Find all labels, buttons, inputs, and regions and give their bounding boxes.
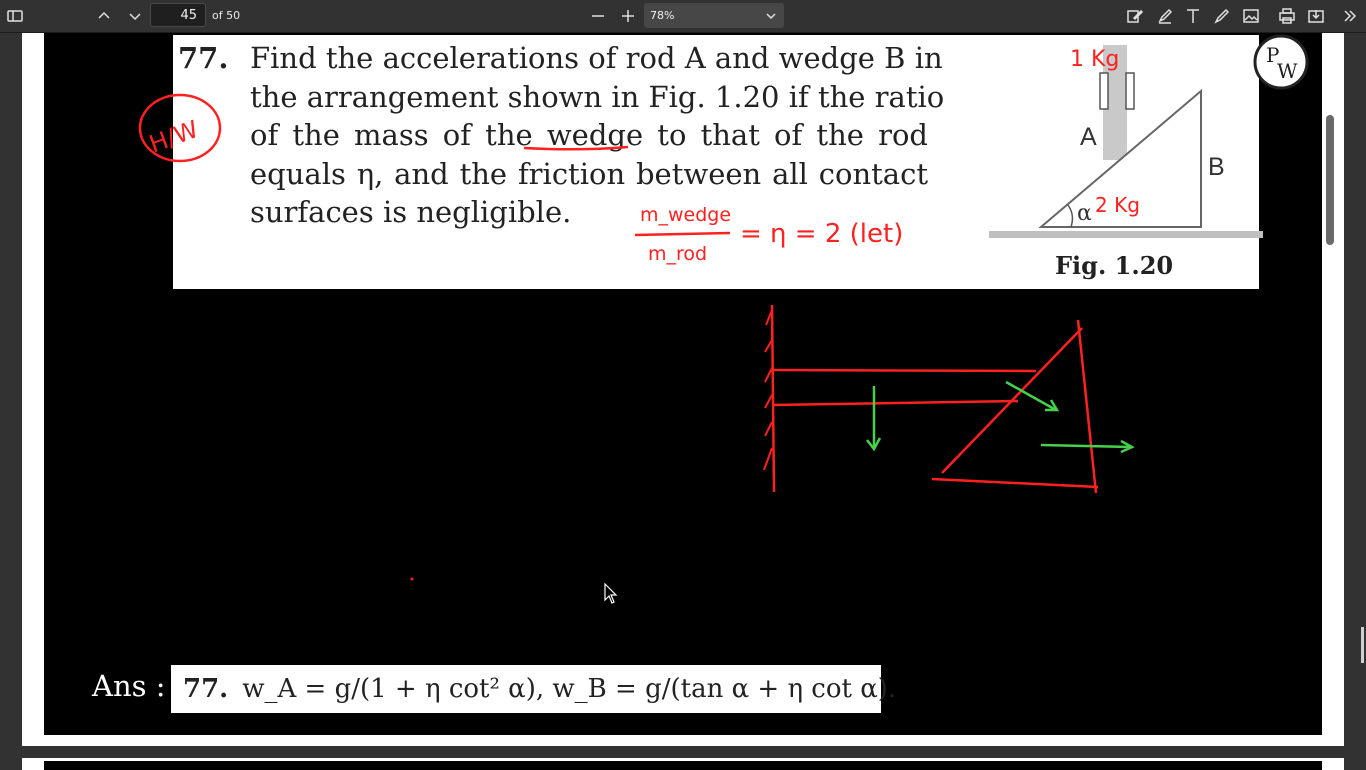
- question-panel: [173, 35, 1259, 289]
- rod-guide-left: [1100, 73, 1108, 109]
- print-icon[interactable]: [1276, 5, 1298, 27]
- scroll-position-marker: [1361, 627, 1364, 663]
- more-tools-icon[interactable]: [1339, 5, 1361, 27]
- floor: [989, 231, 1263, 238]
- pw-logo: [1253, 34, 1309, 90]
- pdf-toolbar: [0, 0, 1366, 33]
- page-number-input[interactable]: [150, 3, 206, 27]
- answer-box: [171, 665, 897, 713]
- slide-content: [44, 33, 1322, 735]
- question-line: Find the accelerations of rod A and wedge B in: [250, 41, 943, 75]
- question-line: equals η, and the friction between all contact: [250, 156, 928, 191]
- label-alpha: α: [1077, 201, 1092, 226]
- hw-label: H/W: [145, 115, 203, 159]
- figure-caption: Fig. 1.20: [1055, 251, 1174, 280]
- sidebar-icon[interactable]: [4, 5, 26, 27]
- chevron-down-icon: [766, 11, 776, 21]
- label-a: A: [1080, 123, 1097, 151]
- page-total: of 50: [212, 9, 241, 22]
- ratio-numerator: m_wedge: [640, 204, 732, 226]
- zoom-out-icon[interactable]: [587, 5, 609, 27]
- ratio-denominator: m_rod: [648, 243, 708, 265]
- rod-guide-right: [1126, 73, 1134, 109]
- zoom-select[interactable]: [644, 3, 784, 28]
- rod-mass-note: 1 Kg: [1070, 47, 1120, 72]
- highlight-icon[interactable]: [1154, 5, 1176, 27]
- mouse-cursor-icon: [604, 583, 618, 605]
- zoom-in-icon[interactable]: [617, 5, 639, 27]
- draw-icon[interactable]: [1211, 5, 1233, 27]
- text-icon[interactable]: [1182, 5, 1204, 27]
- edit-icon[interactable]: [1124, 5, 1146, 27]
- wedge-mass-note: 2 Kg: [1095, 193, 1140, 217]
- next-pdf-page: [22, 758, 1344, 770]
- question-line: of the mass of the wedge to that of the rod: [250, 118, 928, 152]
- answer-label: Ans :: [92, 669, 166, 703]
- scrollbar-thumb[interactable]: [1326, 115, 1334, 245]
- chevron-down-icon[interactable]: [124, 5, 146, 27]
- chevron-up-icon[interactable]: [93, 5, 115, 27]
- document-viewer[interactable]: [0, 33, 1366, 768]
- figure-wedge-rod: [963, 35, 1263, 250]
- ratio-result: = η = 2 (let): [740, 219, 904, 249]
- save-icon[interactable]: [1305, 5, 1327, 27]
- question-line: the arrangement shown in Fig. 1.20 if the ratio: [250, 79, 945, 114]
- pdf-page: [22, 33, 1344, 746]
- image-icon[interactable]: [1240, 5, 1262, 27]
- question-line: surfaces is negligible.: [250, 195, 572, 229]
- logo-letter-p: P: [1266, 43, 1280, 67]
- zoom-value: 78%: [650, 9, 675, 22]
- question-number: 77.: [178, 41, 229, 75]
- logo-letter-w: W: [1277, 59, 1298, 83]
- answer-text: w_A = g/(1 + η cot² α), w_B = g/(tan α + η cot α).: [242, 674, 897, 704]
- answer-number: 77.: [183, 674, 229, 704]
- label-b: B: [1208, 153, 1225, 181]
